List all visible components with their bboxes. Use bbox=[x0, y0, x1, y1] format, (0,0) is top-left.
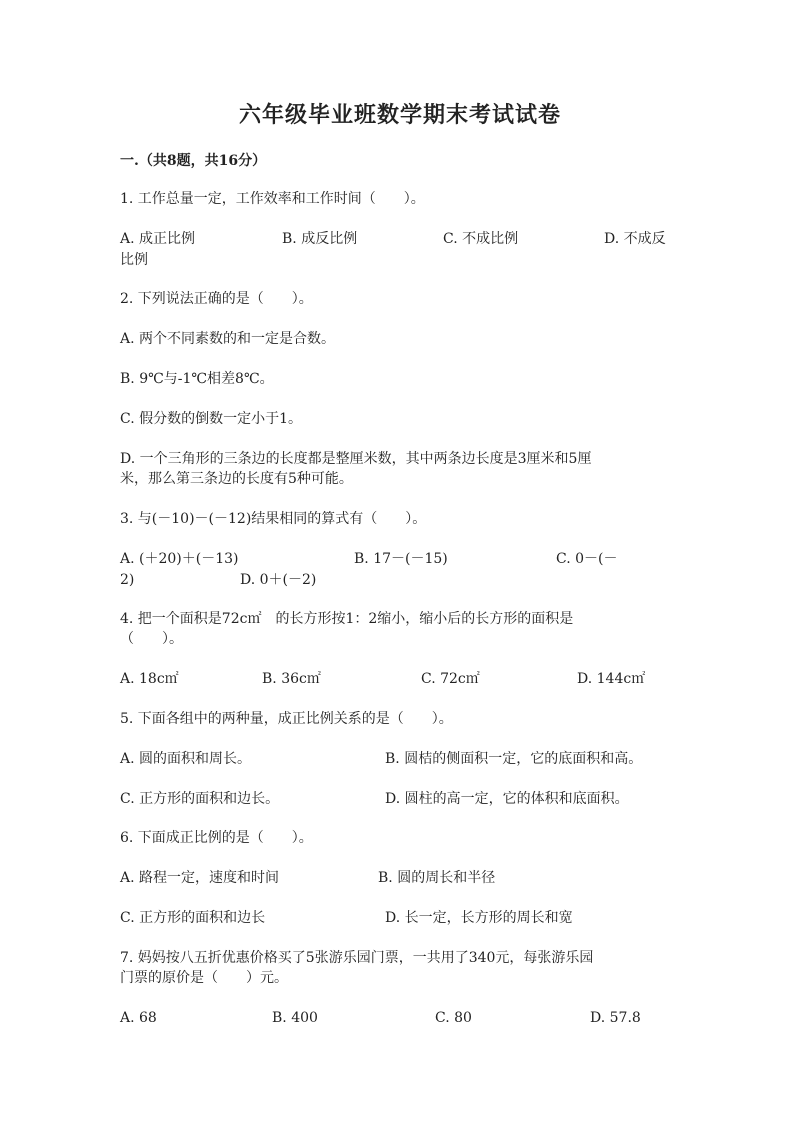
question-5-option-c: C. 正方形的面积和边长。 bbox=[120, 791, 280, 807]
question-3-stem: 3. 与(－10)－(－12)结果相同的算式有（ ）。 bbox=[120, 511, 427, 527]
question-1-option-d-cont: 比例 bbox=[120, 252, 148, 268]
question-6-stem: 6. 下面成正比例的是（ ）。 bbox=[120, 830, 313, 846]
question-4-option-c: C. 72c㎡ bbox=[421, 671, 480, 687]
question-4-stem: 4. 把一个面积是72c㎡ 的长方形按1：2缩小，缩小后的长方形的面积是 bbox=[120, 611, 574, 627]
question-2-option-b: B. 9℃与-1℃相差8℃。 bbox=[120, 371, 274, 387]
question-7-stem-cont: 门票的原价是（ ）元。 bbox=[120, 970, 288, 986]
question-7-option-d: D. 57.8 bbox=[590, 1010, 641, 1026]
question-6-option-a: A. 路程一定，速度和时间 bbox=[120, 870, 280, 886]
question-6-option-b: B. 圆的周长和半径 bbox=[378, 870, 496, 886]
question-4-stem-cont: （ ）。 bbox=[120, 631, 183, 647]
question-2-option-c: C. 假分数的倒数一定小于1。 bbox=[120, 411, 303, 427]
question-5-option-d: D. 圆柱的高一定，它的体积和底面积。 bbox=[385, 791, 629, 807]
question-5-stem: 5. 下面各组中的两种量，成正比例关系的是（ ）。 bbox=[120, 711, 453, 727]
question-3-option-c-cont: 2) bbox=[120, 572, 135, 588]
question-4-option-a: A. 18c㎡ bbox=[120, 671, 179, 687]
question-3-option-d: D. 0＋(－2) bbox=[240, 572, 317, 588]
question-2-option-a: A. 两个不同素数的和一定是合数。 bbox=[120, 331, 336, 347]
question-3-option-b: B. 17－(－15) bbox=[354, 551, 448, 567]
question-4-option-d: D. 144c㎡ bbox=[577, 671, 646, 687]
question-4-option-b: B. 36c㎡ bbox=[262, 671, 321, 687]
question-2-option-d: D. 一个三角形的三条边的长度都是整厘米数，其中两条边长度是3厘米和5厘 bbox=[120, 451, 592, 467]
question-5-option-b: B. 圆桔的侧面积一定，它的底面积和高。 bbox=[385, 751, 643, 767]
question-7-option-c: C. 80 bbox=[435, 1010, 472, 1026]
question-7-option-b: B. 400 bbox=[272, 1010, 318, 1026]
question-6-option-c: C. 正方形的面积和边长 bbox=[120, 910, 266, 926]
question-1-option-d: D. 不成反 bbox=[604, 231, 666, 247]
question-1-stem: 1. 工作总量一定，工作效率和工作时间（ ）。 bbox=[120, 191, 425, 207]
question-2-option-d-cont: 米，那么第三条边的长度有5种可能。 bbox=[120, 471, 353, 487]
section-heading: 一.（共8题，共16分） bbox=[120, 153, 267, 169]
question-7-option-a: A. 68 bbox=[120, 1010, 157, 1026]
page-title: 六年级毕业班数学期末考试试卷 bbox=[238, 103, 561, 128]
question-3-option-c: C. 0－(－ bbox=[556, 551, 618, 567]
question-1-option-c: C. 不成比例 bbox=[443, 231, 519, 247]
question-5-option-a: A. 圆的面积和周长。 bbox=[120, 751, 252, 767]
question-1-option-a: A. 成正比例 bbox=[120, 231, 196, 247]
question-2-stem: 2. 下列说法正确的是（ ）。 bbox=[120, 291, 313, 307]
question-6-option-d: D. 长一定，长方形的周长和宽 bbox=[385, 910, 573, 926]
question-3-option-a: A. (＋20)＋(－13) bbox=[120, 551, 239, 567]
question-7-stem: 7. 妈妈按八五折优惠价格买了5张游乐园门票，一共用了340元，每张游乐园 bbox=[120, 950, 594, 966]
question-1-option-b: B. 成反比例 bbox=[282, 231, 358, 247]
